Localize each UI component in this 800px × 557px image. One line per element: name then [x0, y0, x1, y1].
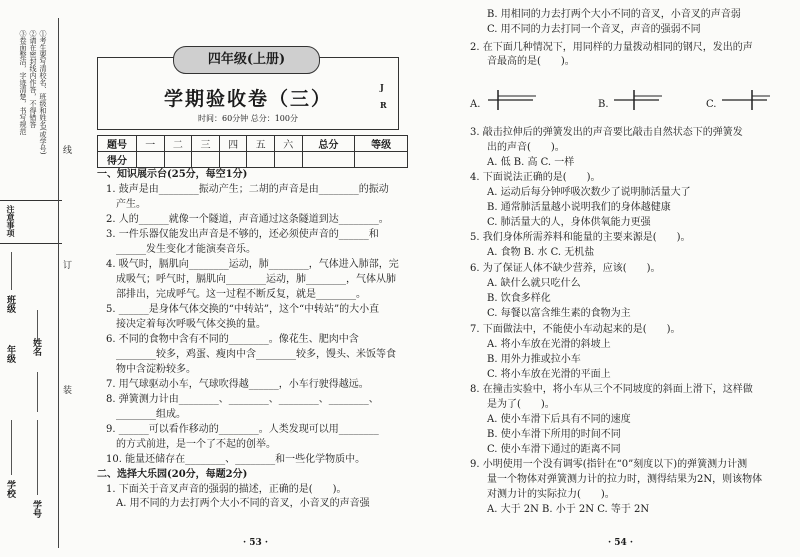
question-line: ________较多，鸡蛋、瘦肉中含________较多，馒头、米饭等食: [116, 349, 396, 360]
question-line: B. 用外力推或拉小车: [487, 354, 581, 365]
page-title: 学期验收卷（三）: [163, 88, 332, 110]
question-line: 是为了( )。: [487, 399, 555, 410]
question-line: 4. 下面说法正确的是( )。: [470, 172, 601, 183]
question-line: 物中含淀粉较多。: [116, 364, 196, 375]
question-line: 接决定着每次呼吸气体交换的量。: [116, 319, 266, 330]
question-line: 产生。: [116, 199, 146, 210]
score-cell: 六: [274, 136, 302, 152]
section-heading: 一、知识展示台(25分，每空1分): [97, 169, 248, 180]
exam-subtitle: 时间：60分钟 总分：100分: [198, 114, 298, 123]
q2-option-c-label: C.: [706, 99, 717, 110]
question-line: ________组成。: [116, 409, 186, 420]
question-line: ______发生变化才能演奏音乐。: [116, 244, 256, 255]
question-line: 6. 为了保证人体不缺少营养，应该( )。: [470, 263, 661, 274]
question-line: C. 将小车放在光滑的平面上: [487, 369, 611, 380]
question-line: A. 将小车放在光滑的斜坡上: [487, 339, 611, 350]
question-line: 音最高的是( )。: [487, 56, 575, 67]
question-line: A. 低 B. 高 C. 一样: [487, 157, 575, 168]
question-line: 成吸气；呼气时，膈肌向________运动，肺________，气体从肺: [116, 274, 396, 285]
binding-margin: [0, 0, 71, 557]
question-line: C. 每餐以富含维生素的食物为主: [487, 308, 631, 319]
question-line: 的方式前进，是一个了不起的创举。: [116, 439, 276, 450]
question-line: 8. 弹簧测力计由________、________、________、________、: [106, 394, 379, 405]
score-cell: 二: [164, 136, 192, 152]
question-line: 6. 不同的食物中含有不同的________。像花生、肥肉中含: [106, 334, 359, 345]
q2-option-a-label: A.: [470, 99, 481, 110]
seal-mark-ding: 订: [61, 260, 71, 269]
seal-mark-line: 线: [61, 145, 71, 154]
question-line: 4. 吸气时，膈肌向________运动，肺________，气体进入肺部，完: [106, 259, 399, 270]
question-line: 1. 下面关于音叉声音的强弱的描述，正确的是( )。: [106, 484, 347, 495]
question-line: 5. ______是身体气体交换的“中转站”，这个“中转站”的大小直: [106, 304, 380, 315]
question-line: 2. 在下面几种情况下，用同样的力量拨动相同的钢尺，发出的声: [470, 42, 753, 53]
notes-label: 注意事项: [6, 205, 16, 237]
score-cell: 三: [192, 136, 220, 152]
question-line: B. 用相同的力去打两个大小不同的音叉，小音叉的声音弱: [487, 9, 741, 20]
score-blank[interactable]: [164, 152, 192, 168]
question-line: A. 缺什么就只吃什么: [487, 278, 581, 289]
edition-mark-j: J: [380, 82, 384, 92]
question-line: A. 使小车滑下后具有不同的速度: [487, 414, 631, 425]
notes-column-2: ②请在密封线内作答，不得错答: [29, 30, 37, 128]
question-line: A. 运动后每分钟呼吸次数少了说明肺活量大了: [487, 187, 691, 198]
score-cell: 总分: [302, 136, 355, 152]
question-line: A. 食物 B. 水 C. 无机盐: [487, 247, 595, 258]
field-name-label: 姓名: [31, 338, 41, 356]
question-line: 3. 敲击拉伸后的弹簧发出的声音要比敲击自然状态下的弹簧发: [470, 127, 743, 138]
score-blank[interactable]: [247, 152, 275, 168]
steel-ruler-figure-c: [722, 86, 772, 114]
question-line: B. 通常肺活量越小说明我们的身体越健康: [487, 202, 671, 213]
question-line: A. 大于 2N B. 小于 2N C. 等于 2N: [487, 504, 650, 515]
score-blank[interactable]: [355, 152, 408, 168]
notes-column-3: ③卷面整洁，字迹清楚，书写规范: [19, 30, 27, 135]
score-blank[interactable]: [302, 152, 355, 168]
question-line: C. 肺活量大的人，身体供氧能力更强: [487, 217, 651, 228]
question-line: 8. 在撞击实验中，将小车从三个不同坡度的斜面上滑下，这样做: [470, 384, 753, 395]
score-blank[interactable]: [274, 152, 302, 168]
question-line: B. 饮食多样化: [487, 293, 551, 304]
question-line: 量一个物体对弹簧测力计的拉力时，测得结果为2N，则该物体: [487, 474, 763, 485]
steel-ruler-figure-a: [488, 86, 538, 114]
question-line: 对测力计的实际拉力( )。: [487, 489, 615, 500]
question-line: 9. 小明使用一个没有调零(指针在“0”刻度以下)的弹簧测力计测: [470, 459, 748, 470]
notes-column-1: ①考生要写清校名、班级和姓名(或学号): [39, 30, 47, 155]
steel-ruler-figure-b: [614, 86, 664, 114]
question-line: 2. 人的______就像一个隧道，声音通过这条隧道到达________。: [106, 214, 389, 225]
edition-mark-r: R: [380, 100, 387, 110]
grade-badge: 四年级(上册): [173, 46, 320, 74]
question-line: 10. 能量还储存在________、________和一些化学物质中。: [106, 454, 366, 465]
field-grade-label: 年级: [5, 345, 15, 363]
seal-line: [58, 18, 59, 548]
score-table: [97, 135, 408, 168]
score-cell: 四: [219, 136, 247, 152]
question-line: C. 使小车滑下通过的距离不同: [487, 444, 621, 455]
question-line: 7. 下面做法中，不能使小车动起来的是( )。: [470, 324, 681, 335]
score-blank[interactable]: [219, 152, 247, 168]
section-heading: 二、选择大乐园(20分，每题2分): [97, 469, 248, 480]
question-line: 9. ______可以看作移动的________。人类发现可以用________: [106, 424, 379, 435]
seal-mark-zhuang: 装: [61, 385, 71, 394]
question-line: 1. 鼓声是由________振动产生；二胡的声音是由________的振动: [106, 184, 389, 195]
field-school-label: 学校: [5, 480, 15, 498]
score-table-score-row: [98, 152, 408, 168]
score-blank[interactable]: [137, 152, 165, 168]
page-number-right: · 54 ·: [608, 538, 634, 548]
question-line: B. 使小车滑下所用的时间不同: [487, 429, 621, 440]
score-cell: 题号: [98, 136, 137, 152]
field-class-label: 班级: [5, 295, 15, 313]
page-number-left: · 53 ·: [243, 538, 269, 548]
question-line: 3. 一件乐器仅能发出声音是不够的，还必须使声音的______和: [106, 229, 379, 240]
question-line: C. 用不同的力去打同一个音叉，声音的强弱不同: [487, 24, 701, 35]
question-line: 5. 我们身体所需养料和能量的主要来源是( )。: [470, 232, 691, 243]
score-table-header-row: [98, 136, 408, 152]
score-cell: 等级: [355, 136, 408, 152]
score-blank[interactable]: [192, 152, 220, 168]
field-studentid-label: 学号: [31, 500, 41, 518]
score-cell: 五: [247, 136, 275, 152]
score-cell: 一: [137, 136, 165, 152]
score-row-label: 得分: [98, 152, 137, 168]
question-line: 7. 用气球驱动小车，气球吹得越______，小车行驶得越远。: [106, 379, 369, 390]
q2-option-b-label: B.: [598, 99, 609, 110]
question-line: 部排出，完成呼气。这一过程不断反复，就是________。: [116, 289, 366, 300]
question-line: A. 用不同的力去打两个大小不同的音叉，小音叉的声音强: [116, 498, 370, 509]
question-line: 出的声音( )。: [487, 142, 565, 153]
